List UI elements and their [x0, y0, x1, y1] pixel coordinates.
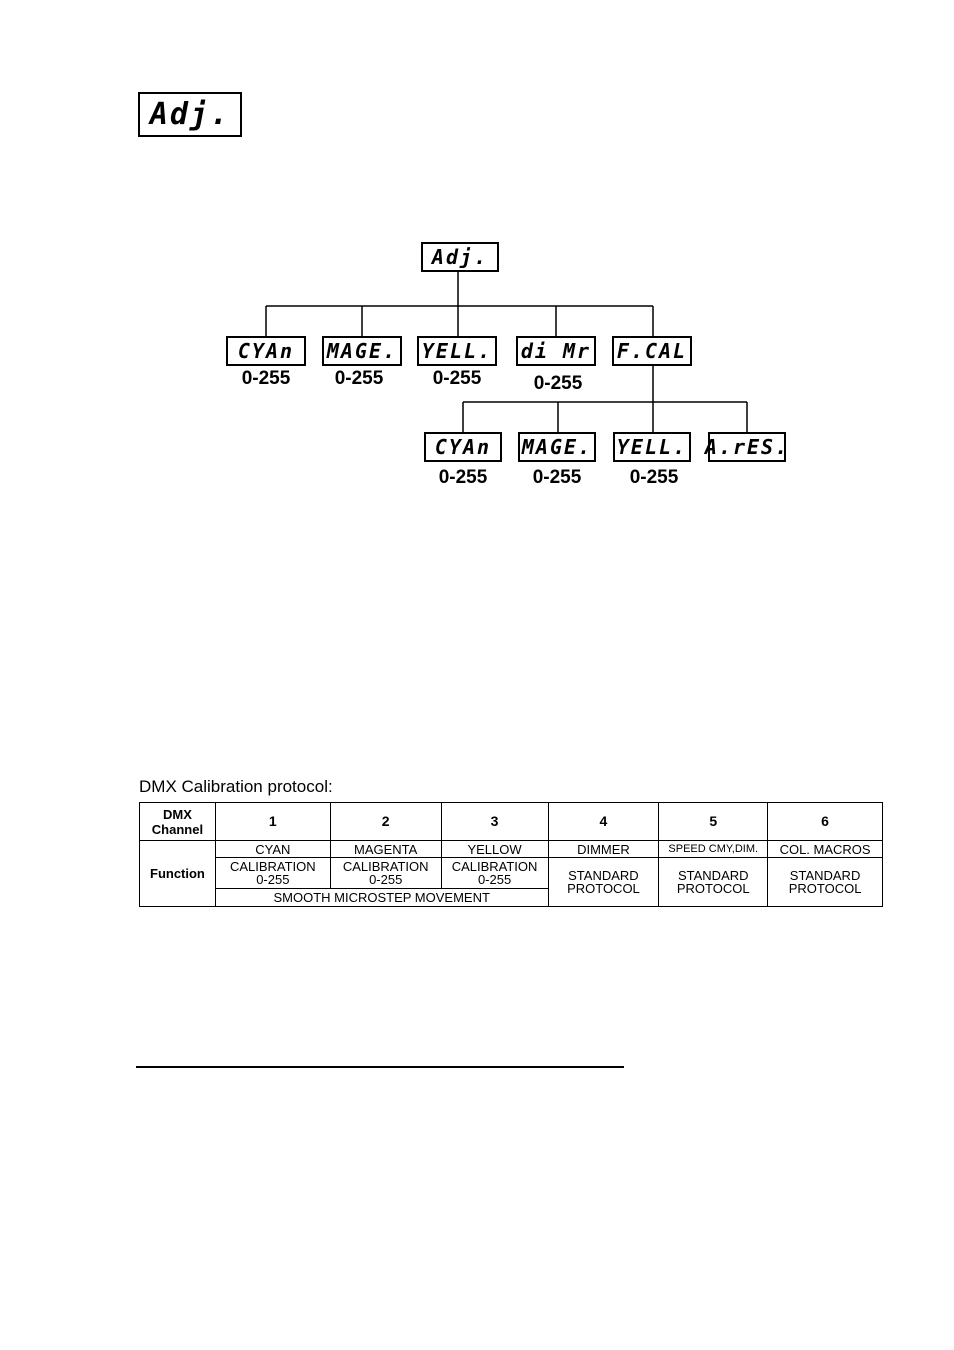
cal-label-2: CALIBRATION — [342, 859, 429, 874]
root-display-text: Adj. — [431, 245, 489, 269]
channel-6: 6 — [768, 803, 883, 841]
name-row — [140, 841, 883, 858]
dimmer-display — [516, 336, 596, 366]
adj-display — [138, 92, 242, 137]
cal-magenta-display-text: MAGE. — [521, 435, 593, 459]
cal-cyan-display-text: CYAn — [434, 435, 492, 459]
cal-magenta-display — [518, 432, 596, 462]
root-display — [421, 242, 499, 272]
dmx-label: DMX — [163, 806, 192, 822]
channel-3: 3 — [441, 803, 548, 841]
dmx-channel-label — [140, 803, 216, 841]
magenta-display — [322, 336, 402, 366]
channel-4: 4 — [548, 803, 659, 841]
adj-display-text: Adj. — [149, 97, 231, 132]
magenta-display-text: MAGE. — [326, 339, 398, 363]
cal-cell-2 — [330, 858, 441, 889]
dimmer-range: 0-255 — [533, 373, 583, 394]
yellow-range: 0-255 — [432, 368, 482, 389]
cal-cyan-display — [424, 432, 502, 462]
channel-1: 1 — [215, 803, 330, 841]
name-speed: SPEED CMY,DIM. — [659, 841, 768, 858]
dimmer-display-text: di Mr — [520, 339, 592, 363]
yellow-display-text: YELL. — [421, 339, 493, 363]
reset-display — [704, 432, 790, 462]
yellow-display — [417, 336, 497, 366]
cal-yellow-display — [613, 432, 691, 462]
std-cell-5 — [659, 858, 768, 907]
cal-cyan-range: 0-255 — [438, 467, 488, 488]
name-col-macros: COL. MACROS — [768, 841, 883, 858]
cal-yellow-range: 0-255 — [629, 467, 679, 488]
cal-label-3: CALIBRATION — [451, 859, 538, 874]
fcal-display — [612, 336, 692, 366]
dmx-calibration-table — [139, 802, 883, 907]
horizontal-rule — [136, 1066, 624, 1068]
cyan-display-text: CYAn — [237, 339, 295, 363]
cal-yellow-display-text: YELL. — [616, 435, 688, 459]
calibration-row — [140, 858, 883, 889]
menu-tree — [222, 236, 792, 488]
std-label-5: STANDARD — [677, 868, 749, 883]
name-cyan: CYAN — [215, 841, 330, 858]
reset-display-text: A.rES. — [704, 435, 790, 459]
protocol-label-5: PROTOCOL — [676, 881, 750, 896]
channel-label: Channel — [151, 821, 204, 837]
std-cell-4 — [548, 858, 659, 907]
header-row — [140, 803, 883, 841]
name-magenta: MAGENTA — [330, 841, 441, 858]
protocol-label-6: PROTOCOL — [788, 881, 862, 896]
cal-range-1: 0-255 — [256, 872, 290, 887]
cal-label-1: CALIBRATION — [229, 859, 316, 874]
std-label-6: STANDARD — [789, 868, 861, 883]
cal-range-3: 0-255 — [477, 872, 512, 887]
channel-2: 2 — [330, 803, 441, 841]
protocol-label-4: PROTOCOL — [567, 881, 640, 896]
cal-magenta-range: 0-255 — [532, 467, 582, 488]
name-yellow: YELLOW — [441, 841, 548, 858]
cal-range-2: 0-255 — [369, 872, 403, 887]
name-dimmer: DIMMER — [548, 841, 659, 858]
fcal-display-text: F.CAL — [616, 339, 688, 363]
table-caption: DMX Calibration protocol: — [139, 777, 333, 796]
magenta-range: 0-255 — [334, 368, 384, 389]
std-label-4: STANDARD — [568, 868, 639, 883]
cal-cell-1 — [215, 858, 330, 889]
cal-cell-3 — [441, 858, 548, 889]
smooth-microstep: SMOOTH MICROSTEP MOVEMENT — [215, 889, 548, 907]
std-cell-6 — [768, 858, 883, 907]
function-label: Function — [140, 841, 216, 907]
cyan-range: 0-255 — [241, 368, 291, 389]
cyan-display — [226, 336, 306, 366]
channel-5: 5 — [659, 803, 768, 841]
